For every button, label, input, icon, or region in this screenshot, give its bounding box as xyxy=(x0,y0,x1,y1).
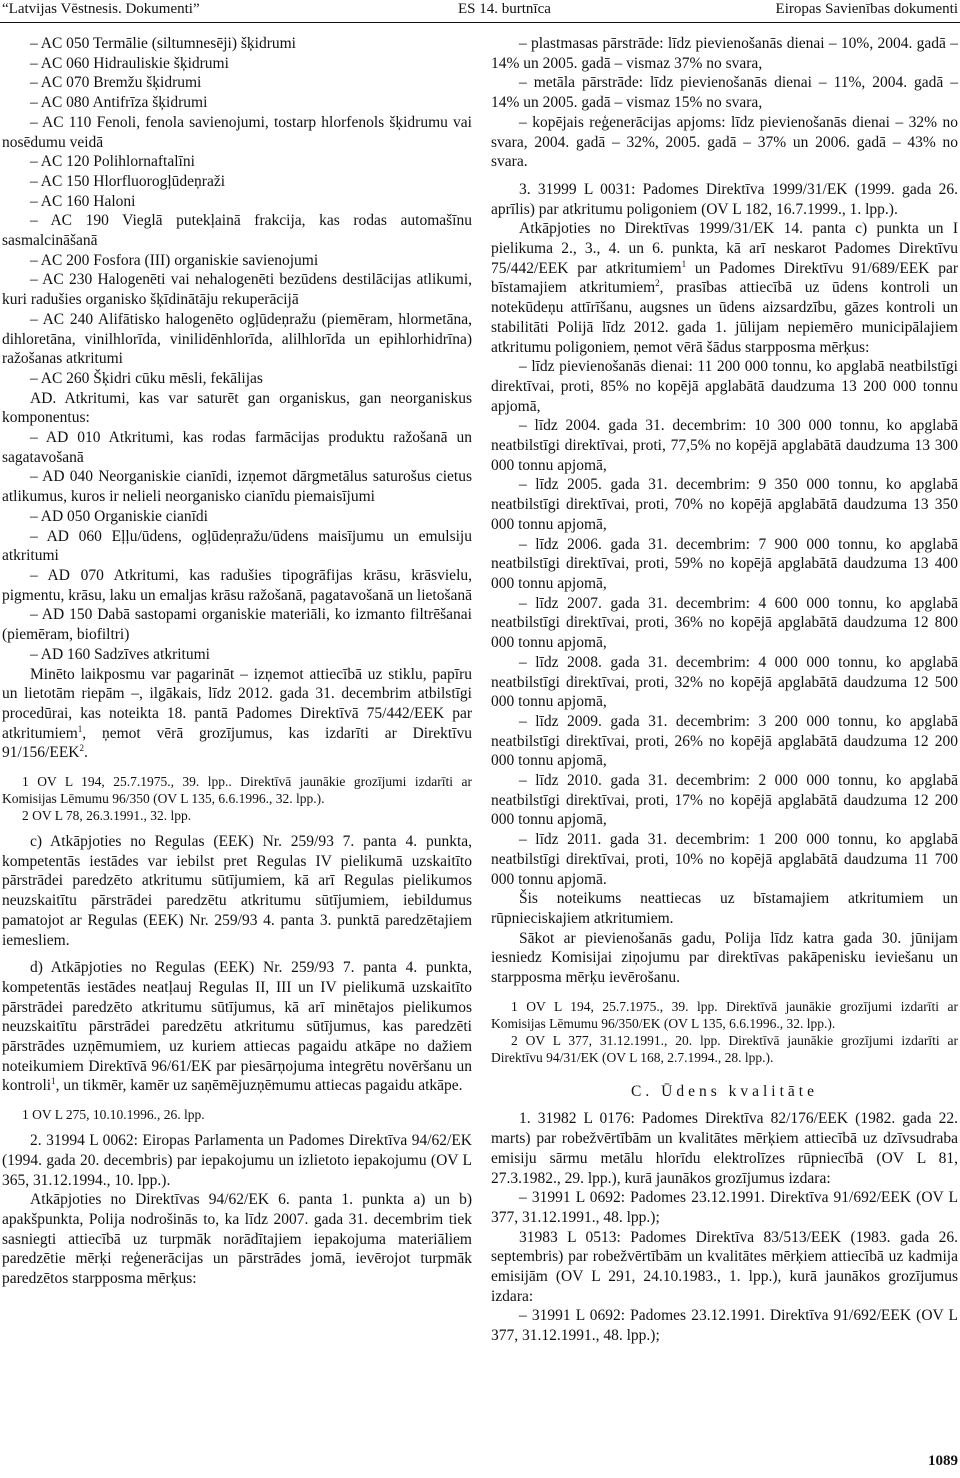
header-publication: “Latvijas Vēstnesis. Dokumenti” xyxy=(2,1,200,17)
footnote-ref: 2 xyxy=(655,278,660,289)
list-item: – AC 240 Alifātisko halogenēto ogļūdeņražu (piemēram, hlormetāna, dihloretāna, vinilhlorīda, vinilidēnhlorīda, alilhlorīda un epihlorhidrīna) ražošanas atkritumi xyxy=(2,310,472,368)
list-item: – AC 120 Polihlornaftalīni xyxy=(30,153,195,171)
list-item: – AC 260 Šķidri cūku mēsli, fekālijas xyxy=(30,369,263,387)
directive-3: 3. 31999 L 0031: Padomes Direktīva 1999/31/EK (1999. gada 26. aprīlis) par atkritumu poligoniem (OV L 182, 16.7.1999., 1. lpp.). xyxy=(491,180,958,218)
list-item: – AC 070 Bremžu šķidrumi xyxy=(30,74,202,92)
derogation-text: , prasības attiecībā uz ūdens kontroli un notekūdeņu attīrīšanu, augsnes un ūdens aizsardzību, gāzes kontroli un stabilitāti Polijā līdz 2012. gada 1. jūlijam nepiemēro municipālajiem atkritumu poligoniem, ņemot vērā šādus starpposma mērķus: xyxy=(491,279,958,356)
footnote: 1 OV L 275, 10.10.1996., 26. lpp. xyxy=(22,1107,205,1123)
target-item: – līdz 2008. gada 31. decembrim: 4 000 000 tonnu, ko apglabā neatbilstīgi direktīvai, proti, 32% no kopējā apglabātā daudzuma 12 500 000 tonnu apjomā, xyxy=(491,653,958,711)
closing-text: . xyxy=(84,744,88,762)
derogation-d-text: , un tikmēr, kamēr uz saņēmējuzņēmumu attiecas pagaidu atkāpe. xyxy=(55,1077,463,1095)
list-item: – AC 050 Termālie (siltumnesēji) šķidrumi xyxy=(30,35,296,52)
derogation-d-text: d) Atkāpjoties no Regulas (EEK) Nr. 259/93 7. panta 4. punkta, kompetentās iestādes neatļauj Regulas II, III un IV pielikumā uzskaitīto pārstrādei paredzēto atkritumu sūtījumus, kā arī minētajos pielikumos neuzskaitītu pārstrādei paredzētu atkritumu sūtījumus, kas paredzēti pārstrādes uzņēmumiem, uz kuriem attiecas pagaidu atkāpe no dažiem noteikumiem Direktīvā 96/61/EK par piesārņojuma integrētu novēršanu un kontroli xyxy=(2,959,472,1095)
target-item: – līdz 2010. gada 31. decembrim: 2 000 000 tonnu, ko apglabā neatbilstīgi direktīvai, proti, 17% no kopējā apglabātā daudzuma 12 200 000 tonnu apjomā, xyxy=(491,772,958,829)
left-column xyxy=(2,34,472,1289)
list-item: – AC 150 Hlorfluorogļūdeņraži xyxy=(30,172,226,190)
list-item: – AC 190 Vieglā putekļainā frakcija, kas rodas automašīnu sasmalcināšanā xyxy=(2,212,472,250)
list-item: – AC 230 Halogenēti vai nehalogenēti bezūdens destilācijas atlikumi, kuri radušies organisko šķīdinātāju rekuperācijā xyxy=(2,271,472,309)
list-item: – AC 200 Fosfora (III) organiskie savienojumi xyxy=(30,251,319,269)
directive-2-derogation: Atkāpjoties no Direktīvas 94/62/EK 6. panta 1. punkta a) un b) apakšpunkta, Polija nodrošinās to, ka līdz 2007. gada 31. decembrim tiek sasniegti attiecībā uz turpmāk norādītajiem iepakojuma materiāliem paredzētie mērķi reģenerācijas un pārstrādes jomā, ievērojot turpmāk paredzētos starpposma mērķus: xyxy=(2,1191,472,1288)
target-item: – līdz 2005. gada 31. decembrim: 9 350 000 tonnu, ko apglabā neatbilstīgi direktīvai, proti, 70% no kopējā apglabātā daudzuma 13 350 000 tonnu apjomā, xyxy=(491,476,958,533)
header-issue: ES 14. burtnīca xyxy=(458,1,551,17)
list-item: – AC 060 Hidrauliskie šķidrumi xyxy=(30,54,229,72)
footnote: 1 OV L 194, 25.7.1975., 39. lpp.. Direktīvā jaunākie grozījumi izdarīti ar Komisijas Lēmumu 96/350 (OV L 135, 6.6.1996., 32. lpp.). xyxy=(2,774,472,807)
closing-text: , ņemot vērā grozījumus, kas izdarīti ar Direktīvu 91/156/EEK xyxy=(2,724,472,762)
footnote-ref: 2 xyxy=(79,743,84,754)
target-item: – līdz 2006. gada 31. decembrim: 7 900 000 tonnu, ko apglabā neatbilstīgi direktīvai, proti, 59% no kopējā apglabātā daudzuma 13 400 000 tonnu apjomā, xyxy=(491,535,958,592)
derogation-c: c) Atkāpjoties no Regulas (EEK) Nr. 259/93 7. panta 4. punkta, kompetentās iestādes var iebilst pret Regulas IV pielikumā uzskaitīto pārstrādei paredzēto atkritumu sūtījumiem, kā arī Regulas pielikumos neuzskaitītu pārstrādei paredzētu atkritumu sūtījumiem, iebildumus pamatojot ar Regulas (EEK) Nr. 259/93 4. panta 3. punktā paredzētajiem iemesliem. xyxy=(2,833,472,949)
list-item: – AC 080 Antifrīza šķidrumi xyxy=(30,94,208,112)
footnote: 1 OV L 194, 25.7.1975., 39. lpp. Direktīvā jaunākie grozījumi izdarīti ar Komisijas Lēmumu 96/350/EK (OV L 135, 6.6.1996., 32. lpp.). xyxy=(491,998,958,1031)
running-header xyxy=(0,0,960,23)
directive-2: 2. 31994 L 0062: Eiropas Parlamenta un Padomes Direktīva 94/62/EK (1994. gada 20. decembris) par iepakojumu un izlietoto iepakojumu (OV L 365, 31.12.1994., 10. lpp.). xyxy=(2,1132,472,1189)
note-paragraph: Sākot ar pievienošanās gadu, Polija līdz katra gada 30. jūnijam iesniedz Komisijai ziņojumu par direktīvas pakāpenisku ieviešanu un starpposma mērķu ievērošanu. xyxy=(491,929,958,987)
target-item: – līdz 2004. gada 31. decembrim: 10 300 000 tonnu, ko apglabā neatbilstīgi direktīvai, proti, 77,5% no kopējā apglabātā daudzuma 13 300 000 tonnu apjomā, xyxy=(491,417,958,474)
section-title: C. Ūdens kvalitāte xyxy=(631,1082,818,1100)
closing-text: Minēto laikposmu var pagarināt – izņemot attiecībā uz stiklu, papīru un lietotām riepām –, ilgākais, līdz 2012. gada 31. decembrim atbilstīgi procedūrai, kas noteikta 18. pantā Padomes Direktīvā 75/442/EEK par atkritumiem xyxy=(2,665,472,742)
footnote: 2 OV L 78, 26.3.1991., 32. lpp. xyxy=(22,808,192,824)
amendment-item: – 31991 L 0692: Padomes 23.12.1991. Direktīva 91/692/EEK (OV L 377, 31.12.1991., 48. lpp.); xyxy=(491,1307,958,1345)
list-item: – kopējais reģenerācijas apjoms: līdz pievienošanās dienai – 32% no svara, 2004. gadā – 32%, 2005. gadā – 37% un 2006. gadā – 43% no svara. xyxy=(491,113,958,171)
target-item: – līdz 2009. gada 31. decembrim: 3 200 000 tonnu, ko apglabā neatbilstīgi direktīvai, proti, 26% no kopējā apglabātā daudzuma 12 200 000 tonnu apjomā, xyxy=(491,712,958,770)
list-item: – metāla pārstrāde: līdz pievienošanās dienai – 11%, 2004. gadā – 14% un 2005. gadā – vismaz 15% no svara, xyxy=(491,74,958,112)
page-number: 1089 xyxy=(928,1453,958,1469)
directive-c2: 31983 L 0513: Padomes Direktīva 83/513/EEK (1983. gada 26. septembris) par robežvērtībām un kvalitātes mērķiem attiecībā uz kadmija emisijām (OV L 291, 24.10.1983., 1. lpp.), kurā jaunākos grozījumus izdara: xyxy=(491,1228,958,1305)
directive-3-derogation xyxy=(491,219,958,357)
list-item: – plastmasas pārstrāde: līdz pievienošanās dienai – 10%, 2004. gadā – 14% un 2005. gadā – vismaz 37% no svara, xyxy=(491,35,958,72)
derogation-text: Atkāpjoties no Direktīvas 1999/31/EK 14. panta c) punkta un I pielikuma 2., 3., 4. un 6. punkta, kā arī neskarot Padomes Direktīvu 75/442/EEK par atkritumiem xyxy=(491,220,958,277)
target-item: – līdz 2011. gada 31. decembrim: 1 200 000 tonnu, ko apglabā neatbilstīgi direktīvai, proti, 10% no kopējā apglabātā daudzuma 11 700 000 tonnu apjomā. xyxy=(491,831,958,888)
target-item: – līdz 2007. gada 31. decembrim: 4 600 000 tonnu, ko apglabā neatbilstīgi direktīvai, proti, 36% no kopējā apglabātā daudzuma 12 800 000 tonnu apjomā, xyxy=(491,594,958,652)
directive-c1: 1. 31982 L 0176: Padomes Direktīva 82/176/EEK (1982. gada 22. marts) par robežvērtībām un kvalitātes mērķiem attiecībā uz dzīvsudraba emisiju sārmu metālu hlorīdu elektrolīzes rūpniecībā (OV L 81, 27.3.1982., 29. lpp.), kurā jaunākos grozījumus izdara: xyxy=(491,1110,958,1187)
note-paragraph: Šis noteikums neattiecas uz bīstamajiem atkritumiem un rūpnieciskajiem atkritumiem. xyxy=(491,890,958,927)
list-item: – AC 110 Fenoli, fenola savienojumi, tostarp hlorfenols šķidrumu vai nosēdumu veidā xyxy=(2,113,472,151)
right-column xyxy=(491,34,958,1346)
footnote-ref: 1 xyxy=(51,1076,56,1087)
target-item: – līdz pievienošanās dienai: 11 200 000 tonnu, ko apglabā neatbilstīgi direktīvai, proti, 85% no kopējā apglabātā daudzuma 13 200 000 tonnu apjomā, xyxy=(491,358,958,415)
list-item: – AD 070 Atkritumi, kas radušies tipogrāfijas krāsu, krāsvielu, pigmentu, krāsu, laku un emaljas krāsu ražošanā, pagatavošanā un lietošanā xyxy=(2,566,473,604)
closing-paragraph xyxy=(2,665,472,764)
list-item: – AD 150 Dabā sastopami organiskie materiāli, ko izmanto filtrēšanai (piemēram, biofiltri) xyxy=(2,606,472,644)
list-item: – AD 050 Organiskie cianīdi xyxy=(30,507,208,525)
list-item: – AD 010 Atkritumi, kas rodas farmācijas produktu ražošanā un sagatavošanā xyxy=(2,429,472,466)
list-item: – AD 160 Sadzīves atkritumi xyxy=(30,645,210,663)
derogation-d xyxy=(2,958,472,1096)
footnote-ref: 1 xyxy=(77,723,83,734)
list-item: – AD 060 Eļļu/ūdens, ogļūdeņražu/ūdens maisījumu un emulsiju atkritumi xyxy=(2,527,472,565)
derogation-text: un Padomes Direktīvu 91/689/EEK par bīstamajiem atkritumiem xyxy=(491,259,959,297)
header-section: Eiropas Savienības dokumenti xyxy=(775,1,958,17)
footnote: 2 OV L 377, 31.12.1991., 20. lpp. Direktīvā jaunākie grozījumi izdarīti ar Direktīvu 94/31/EK (OV L 168, 2.7.1994., 28. lpp.). xyxy=(491,1032,958,1065)
category-heading: AD. Atkritumi, kas var saturēt gan organiskus, gan neorganiskus komponentus: xyxy=(2,389,472,427)
amendment-item: – 31991 L 0692: Padomes 23.12.1991. Direktīva 91/692/EEK (OV L 377, 31.12.1991., 48. lpp.); xyxy=(491,1189,958,1226)
list-item: – AD 040 Neorganiskie cianīdi, izņemot dārgmetālus saturošus cietus atlikumus, kuros ir nelieli neorganisko cianīdu piemaisījumi xyxy=(2,468,472,506)
footnote-ref: 1 xyxy=(681,258,687,269)
list-item: – AC 160 Haloni xyxy=(30,192,136,210)
